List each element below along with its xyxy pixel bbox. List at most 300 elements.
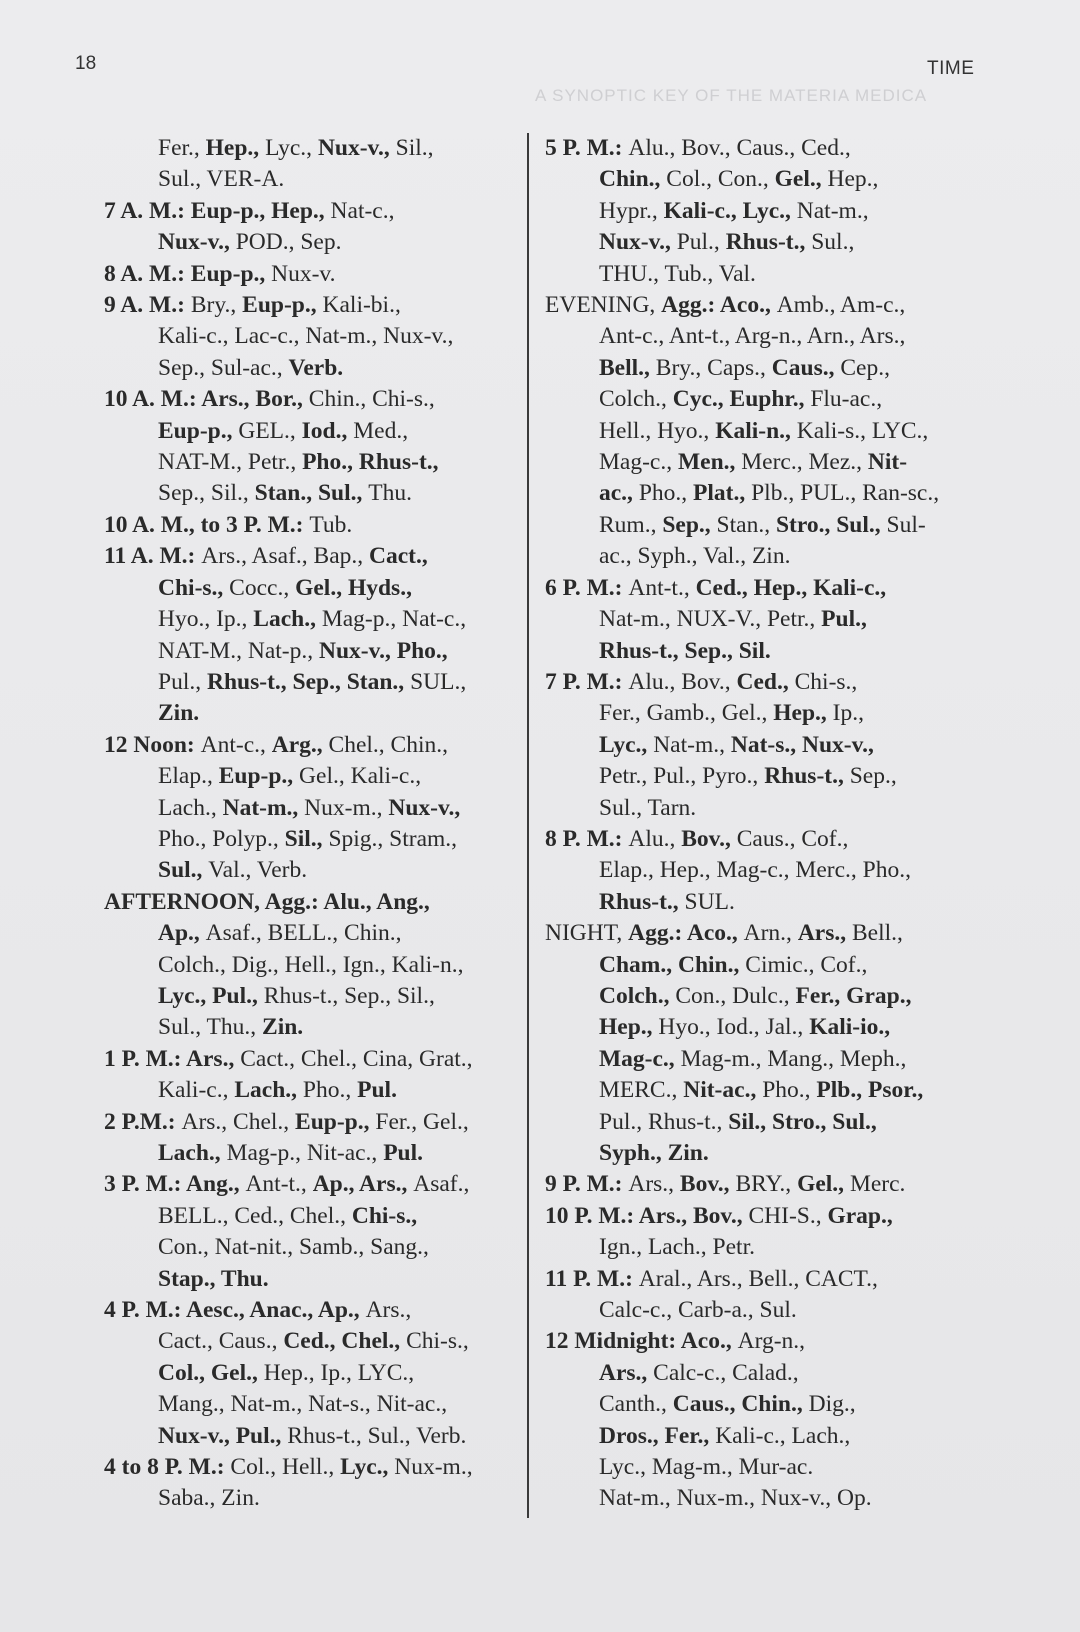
remedy-plain: Bry., Caps., [655,354,772,381]
remedy-line [104,604,512,635]
remedy-bold: 5 P. M.: [545,135,629,161]
rubric-heading-line [545,918,985,949]
remedy-plain: Alu., [628,825,682,852]
rubric-entry [104,541,512,729]
remedy-line [104,1232,512,1263]
rubric-entry [104,196,512,259]
remedy-plain: Lyc., Mag-m., Mur-ac. [599,1454,814,1481]
rubric-heading-line [104,1169,512,1200]
remedy-bold: Arg., [271,731,329,758]
remedy-bold: 7 P. M.: [545,668,629,695]
remedy-plain: BELL., Ced., Chel., [158,1202,352,1229]
remedy-bold: Chi-s., [351,1202,418,1229]
remedy-line [545,950,985,981]
remedy-bold: Rhus-t., Sep., Sil. [599,637,771,664]
remedy-line [104,1138,512,1169]
remedy-bold: Plat., [693,480,752,507]
rubric-entry [104,730,512,887]
remedy-bold: Cham., Chin., [599,951,746,978]
remedy-line [545,1421,985,1452]
remedy-plain: Calc-c., Carb-a., Sul. [599,1297,797,1324]
remedy-bold: 4 P. M.: Aesc., Anac., Ap., [104,1297,366,1324]
remedy-plain: Cact., Caus., [158,1328,284,1355]
remedy-bold: Lyc., [340,1454,395,1481]
remedy-plain: Mag-p., Nat-c., [321,606,467,633]
remedy-plain: Flu-ac., [810,386,883,413]
remedy-plain: Ant-t., [628,574,696,601]
remedy-line [545,730,985,761]
remedy-plain: Kali-bi., [322,292,401,319]
rubric-entry [545,667,985,824]
remedy-line [104,1012,512,1043]
remedy-plain: GEL., [238,417,302,444]
remedy-line [545,793,985,824]
remedy-bold: Lach., [234,1077,303,1104]
rubric-entry [545,918,985,1169]
remedy-plain: Col., Con., [666,166,775,193]
remedy-plain: Dig., [808,1391,856,1418]
remedy-plain: Mag-p., Nit-ac., [226,1140,384,1166]
rubric-heading-line [104,1452,512,1483]
remedy-bold: 8 P. M.: [545,825,629,852]
remedy-bold: Zin. [158,700,200,727]
remedy-plain: THU., Tub., Val. [599,260,756,287]
rubric-entry [545,1264,985,1327]
remedy-line [104,1358,512,1389]
remedy-line [545,196,985,227]
rubric-heading-line [545,1169,985,1200]
remedy-plain: Hyo., Ip., [158,606,254,633]
rubric-heading-line [104,1295,512,1326]
remedy-bold: Fer., Grap., [795,982,912,1009]
remedy-plain: Pho., [302,1077,358,1104]
remedy-bold: Bov., [681,825,737,852]
remedy-plain: Nat-m., [796,197,869,224]
remedy-bold: 10 A. M., to 3 P. M.: [104,511,310,538]
rubric-entry [104,1452,512,1515]
remedy-line [545,321,985,352]
remedy-bold: Hep., [599,1014,659,1041]
remedy-bold: Ars., [599,1359,654,1386]
remedy-line [104,321,512,352]
remedy-bold: Lyc., Pul., [158,982,264,1009]
remedy-plain: Pul., Rhus-t., [599,1108,729,1135]
remedy-plain: Spig., Stram., [328,825,458,852]
rubric-heading-line [545,1326,985,1357]
remedy-bold: 9 A. M.: [104,292,191,319]
remedy-plain: Hyo., Iod., Jal., [658,1014,810,1041]
remedy-plain: Pul., [158,668,207,695]
remedy-bold: Hep., [205,135,266,161]
remedy-plain: Nat-m., [653,731,731,758]
remedy-plain: Cocc., [229,574,296,601]
remedy-bold: 8 A. M.: Eup-p., [104,260,272,287]
remedy-plain: NIGHT, [545,920,629,947]
remedy-plain: Nux-m., [304,794,389,821]
remedy-plain: Mang., Nat-m., Nat-s., Nit-ac., [158,1391,448,1418]
remedy-plain: Plb., PUL., Ran-sc., [751,480,940,507]
remedy-plain: Cep., [840,354,890,381]
remedy-bold: 2 P.M.: [104,1108,182,1135]
remedy-line [545,1107,985,1138]
remedy-bold: Pho., Rhus-t., [302,449,439,476]
remedy-plain: SUL. [684,888,735,915]
remedy-bold: Nux-v., [388,794,461,821]
rubric-heading-line [104,1107,512,1138]
remedy-plain: Aral., Ars., Bell., CACT., [638,1265,878,1292]
remedy-line [545,1295,985,1326]
rubric-entry [545,1201,985,1264]
remedy-line [104,793,512,824]
remedy-plain: Sep., Sul-ac., [158,354,289,381]
rubric-heading-line [104,196,512,227]
remedy-line [545,981,985,1012]
rubric-entry [104,1044,512,1107]
remedy-plain: Sep., Sil., [158,480,255,507]
remedy-line [104,1075,512,1106]
rubric-heading-line [104,730,512,761]
remedy-bold: Ced., Chel., [283,1328,407,1355]
rubric-heading-line [104,384,512,415]
remedy-plain: Fer., Gel., [375,1108,469,1135]
rubric-heading-line [104,290,512,321]
remedy-plain: Mag-c., [599,449,678,476]
remedy-plain: Petr., Pul., Pyro., [599,763,765,790]
remedy-plain: Lach., [158,794,223,821]
rubric-heading-line [545,573,985,604]
remedy-bold: Dros., Fer., [599,1422,716,1449]
remedy-plain: Hypr., [599,197,664,224]
rubric-entry [104,1169,512,1295]
remedy-plain: Caus., Cof., [736,825,849,852]
remedy-plain: Ant-c., Ant-t., Arg-n., Arn., Ars., [599,323,906,350]
remedy-line [104,1201,512,1232]
rubric-entry [545,1326,985,1514]
remedy-bold: Men., [677,449,742,476]
remedy-bold: Kali-n., [715,417,797,444]
remedy-line [104,416,512,447]
remedy-bold: Bov., [679,1171,736,1198]
remedy-plain: Hep., Ip., LYC., [263,1359,415,1386]
running-head: TIME [927,58,975,79]
rubric-entry [104,133,512,196]
remedy-plain: CHI-S., [748,1202,828,1229]
remedy-plain: Arg-n., [737,1328,806,1355]
remedy-plain: Thu. [368,480,413,507]
remedy-bold: Stap., Thu. [158,1265,269,1292]
remedy-line [104,918,512,949]
remedy-line [545,353,985,384]
remedy-bold: Syph., Zin. [599,1140,709,1166]
remedy-plain: Saba., Zin. [158,1485,260,1512]
remedy-line [104,950,512,981]
remedy-plain: Elap., Hep., Mag-c., Merc., Pho., [599,857,911,884]
remedy-bold: Ars., [797,920,852,947]
remedy-line [545,887,985,918]
remedy-bold: Cyc., Euphr., [672,386,811,413]
column-divider [527,133,529,1518]
remedy-plain: Ars., [365,1297,412,1324]
remedy-bold: Hep., [773,700,833,727]
remedy-line [104,353,512,384]
remedy-plain: Tub. [309,511,353,538]
remedy-line [104,133,512,164]
rubric-heading-line [104,887,512,918]
remedy-line [104,824,512,855]
remedy-bold: Rhus-t., Sep., Stan., [206,668,411,695]
rubric-heading-line [545,1264,985,1295]
remedy-line [545,447,985,478]
remedy-plain: Colch., Dig., Hell., Ign., Kali-n., [158,951,464,978]
rubric-entry [104,290,512,384]
remedy-line [545,541,985,572]
remedy-plain: Nux-m., [394,1454,473,1481]
remedy-plain: Kali-c., [158,1077,235,1104]
remedy-plain: Cact., Chel., Cina, Grat., [240,1045,473,1072]
remedy-bold: 12 Noon: [104,731,201,758]
remedy-plain: Merc. [849,1171,906,1198]
remedy-plain: Fer., [158,135,206,161]
remedy-bold: Nit- [867,449,908,476]
remedy-line [104,478,512,509]
remedy-bold: Ap., Ars., [312,1171,414,1198]
remedy-plain: BRY., [735,1171,798,1198]
remedy-bold: ac., [599,480,639,507]
remedy-line [104,573,512,604]
remedy-line [104,855,512,886]
remedy-plain: Arn., [743,920,798,947]
remedy-plain: Sil., [395,135,434,161]
remedy-plain: EVENING, [545,292,662,319]
remedy-bold: Bell., [599,354,656,381]
remedy-bold: Zin. [262,1014,304,1041]
remedy-bold: Verb. [288,354,344,381]
remedy-line [104,447,512,478]
remedy-bold: Sul., [158,857,209,884]
remedy-bold: Rhus-t., [764,763,850,790]
remedy-bold: Gel., [797,1171,850,1198]
remedy-line [104,1389,512,1420]
remedy-bold: Gel., Hyds., [295,574,412,601]
rubric-heading-line [545,1201,985,1232]
remedy-bold: Agg.: Aco., [628,920,744,947]
remedy-bold: Kali-io., [809,1014,891,1041]
remedy-plain: Rum., [599,511,663,538]
remedy-bold: 6 P. M.: [545,574,629,601]
remedy-plain: Amb., Am-c., [776,292,906,319]
remedy-line [545,1012,985,1043]
remedy-line [545,1044,985,1075]
remedy-bold: Sil., [284,825,329,852]
remedy-bold: Ced., [736,668,795,695]
remedy-plain: NAT-M., Nat-p., [158,637,320,664]
remedy-bold: 12 Midnight: Aco., [545,1328,738,1355]
remedy-plain: Gel., Kali-c., [299,763,422,790]
remedy-bold: Eup-p., [158,417,239,444]
remedy-bold: Rhus-t., [599,888,685,915]
remedy-plain: Chel., Chin., [328,731,449,758]
remedy-plain: Ars., Asaf., Bap., [201,543,370,570]
rubric-entry [104,384,512,510]
remedy-bold: Gel., [774,166,828,193]
remedy-line [104,667,512,698]
remedy-plain: Calc-c., Calad., [653,1359,799,1386]
remedy-bold: 11 A. M.: [104,543,202,570]
remedy-plain: Elap., [158,763,219,790]
remedy-plain: Kali-s., LYC., [796,417,929,444]
remedy-bold: Grap., [827,1202,893,1229]
remedy-bold: Stro., Sul., [775,511,887,538]
remedy-line [104,1421,512,1452]
remedy-bold: 10 P. M.: Ars., Bov., [545,1202,749,1229]
remedy-bold: Nit-ac., [683,1077,763,1104]
remedy-bold: Pul. [357,1077,397,1104]
bleed-through-text: A SYNOPTIC KEY OF THE MATERIA MEDICA [535,86,928,105]
remedy-plain: Hep., [827,166,879,193]
remedy-bold: Sil., Stro., Sul., [728,1108,877,1135]
remedy-bold: Pul. [383,1140,424,1166]
remedy-line [545,1232,985,1263]
remedy-plain: POD., Sep. [235,229,342,256]
rubric-heading-line [104,541,512,572]
remedy-bold: 11 P. M.: [545,1265,639,1292]
remedy-bold: Nux-v., Pho., [319,637,448,664]
remedy-line [545,164,985,195]
rubric-heading-line [545,133,985,164]
rubric-heading-line [545,824,985,855]
remedy-plain: Kali-c., Lach., [715,1422,851,1449]
remedy-plain: Ant-t., [245,1171,313,1198]
remedy-plain: Sul., Tarn. [599,794,697,821]
remedy-plain: Ign., Lach., Petr. [599,1234,755,1261]
remedy-plain: Ars., [628,1171,680,1198]
remedy-plain: Hell., Hyo., [599,417,716,444]
remedy-bold: Rhus-t., [725,229,812,256]
remedy-bold: Nux-v., [599,229,677,256]
remedy-bold: AFTERNOON, Agg.: Alu., Ang., [104,888,430,915]
remedy-line [104,1264,512,1295]
remedy-plain: Alu., Bov., Caus., Ced., [628,135,851,161]
rubric-entry [104,259,512,290]
remedy-bold: 1 P. M.: Ars., [104,1045,241,1072]
remedy-bold: 7 A. M.: Eup-p., Hep., [104,197,331,224]
remedy-line [104,698,512,729]
remedy-plain: Colch., [599,386,673,413]
remedy-bold: Eup-p., [218,763,300,790]
remedy-plain: Sul., [811,229,855,256]
remedy-bold: Col., Gel., [158,1359,264,1386]
remedy-line [104,1483,512,1514]
remedy-plain: Alu., Bov., [628,668,737,695]
remedy-line [545,478,985,509]
remedy-plain: Rhus-t., Sep., Sil., [263,982,435,1009]
rubric-entry [104,1295,512,1452]
remedy-plain: Nat-m., NUX-V., Petr., [599,606,822,633]
remedy-line [104,164,512,195]
remedy-plain: Bell., [851,920,903,947]
remedy-plain: Nat-c., [330,197,395,224]
remedy-bold: Pul., [821,606,867,633]
remedy-line [545,416,985,447]
remedy-plain: Rhus-t., Sul., Verb. [287,1422,467,1449]
rubric-heading-line [104,510,512,541]
remedy-line [545,1389,985,1420]
remedy-plain: ac., Syph., Val., Zin. [599,543,791,570]
remedy-plain: MERC., [599,1077,684,1104]
left-column [104,133,512,1515]
rubric-entry [104,1107,512,1170]
remedy-plain: Sep., [849,763,897,790]
remedy-line [545,384,985,415]
remedy-line [545,636,985,667]
remedy-plain: Asaf., [413,1171,470,1198]
remedy-line [545,855,985,886]
rubric-entry [104,510,512,541]
remedy-line [104,636,512,667]
remedy-plain: Ip., [832,700,864,727]
rubric-entry [545,1169,985,1200]
remedy-bold: Caus., Chin., [672,1391,809,1418]
remedy-line [545,1452,985,1483]
remedy-plain: Ant-c., [200,731,272,758]
remedy-line [545,761,985,792]
remedy-line [104,227,512,258]
page-number: 18 [75,53,97,74]
remedy-bold: Lach., [158,1140,227,1166]
remedy-bold: Mag-c., [599,1045,681,1072]
rubric-entry [545,290,985,573]
remedy-bold: Kali-c., Lyc., [663,197,797,224]
remedy-bold: Chin., [599,166,667,193]
remedy-bold: Lyc., [599,731,654,758]
rubric-entry [545,573,985,667]
rubric-heading-line [545,667,985,698]
remedy-line [545,698,985,729]
rubric-heading-line [104,1044,512,1075]
remedy-line [545,227,985,258]
remedy-bold: Nux-v., Pul., [158,1422,288,1449]
remedy-bold: 3 P. M.: Ang., [104,1171,246,1198]
remedy-plain: Stan., [716,511,776,538]
remedy-bold: Chi-s., [158,574,230,601]
remedy-plain: Con., Dulc., [675,982,796,1009]
remedy-plain: Bry., [190,292,243,319]
remedy-plain: Kali-c., Lac-c., Nat-m., Nux-v., [158,323,454,350]
remedy-bold: 4 to 8 P. M.: [104,1454,231,1481]
remedy-plain: Nux-v. [271,260,336,287]
remedy-plain: Chi-s., [794,668,858,695]
remedy-plain: Sul., Thu., [158,1014,263,1041]
remedy-bold: Nat-s., Nux-v., [730,731,874,758]
remedy-line [104,761,512,792]
rubric-heading-line [545,290,985,321]
remedy-line [545,259,985,290]
remedy-plain: Pho., Polyp., [158,825,285,852]
remedy-plain: Sul., VER-A. [158,166,285,193]
remedy-line [545,510,985,541]
remedy-plain: Val., Verb. [208,857,308,884]
remedy-bold: Cact., [369,543,428,570]
remedy-plain: Chi-s., [406,1328,469,1355]
remedy-line [545,604,985,635]
rubric-heading-line [104,259,512,290]
rubric-entry [104,887,512,1044]
remedy-plain: Med., [353,417,409,444]
remedy-plain: Fer., Gamb., Gel., [599,700,774,727]
remedy-plain: Col., Hell., [230,1454,341,1481]
remedy-plain: Ars., Chel., [181,1108,296,1135]
remedy-plain: SUL., [410,668,467,695]
